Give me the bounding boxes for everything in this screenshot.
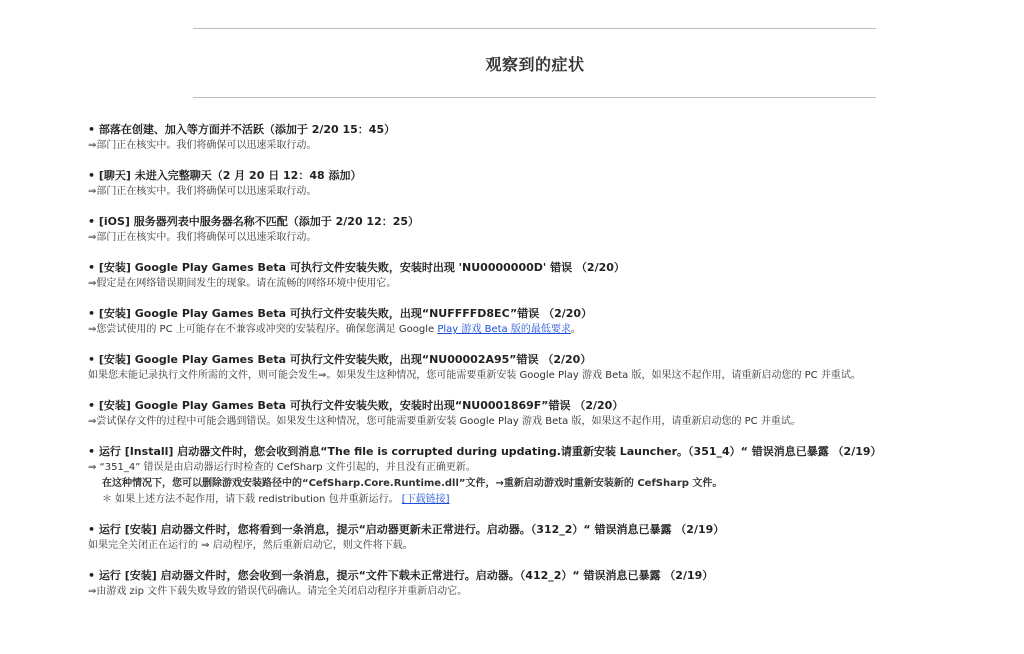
symptom-title: • 部落在创建、加入等方面并不活跃（添加于 2/20 15：45） — [88, 123, 396, 136]
page-title: 观察到的症状 — [485, 55, 585, 74]
symptom-status: ⇒假定是在网络错误期间发生的现象。请在流畅的网络环境中使用它。 — [88, 278, 397, 289]
symptom-status: ⇒部门正在核实中。我们将确保可以迅速采取行动。 — [88, 140, 317, 151]
symptom-status: ⇒尝试保存文件的过程中可能会遇到错误。如果发生这种情况，您可能需要重新安装 Google Play 游戏 Beta 版，如果这不起作用，请重新启动您的 PC 并重试。 — [88, 416, 801, 427]
symptom-title: • [安装] Google Play Games Beta 可执行文件安装失败，出现“NU00002A95”错误 （2/20） — [88, 353, 592, 366]
symptom-title: • 运行 [安装] 启动器文件时，您将看到一条消息，提示“启动器更新未正常进行。启动器。（312_2）“ 错误消息已暴露 （2/19） — [88, 523, 725, 536]
symptom-item — [88, 352, 988, 384]
status-text-prefix: ⇒您尝试使用的 PC 上可能存在不兼容或冲突的安装程序。确保您满足 Google — [88, 324, 438, 335]
symptom-list — [88, 122, 988, 614]
symptom-title: • 运行 [Install] 启动器文件时，您会收到消息“The file is corrupted during updating.请重新安装 Launcher。（351_4）“ 错误消息已暴露 （2/19） — [88, 445, 882, 458]
symptom-status: ⇒由游戏 zip 文件下载失败导致的错误代码确认。请完全关闭启动程序并重新启动它。 — [88, 586, 468, 597]
note-text: ＊ 如果上述方法不起作用，请下载 redistribution 包并重新运行。 — [102, 494, 399, 505]
symptom-status: ⇒ “351_4” 错误是由启动器运行时检查的 CefSharp 文件引起的，并且没有正确更新。 — [88, 462, 476, 473]
symptom-note — [88, 492, 988, 508]
divider-bottom — [193, 97, 876, 98]
symptom-title: • 运行 [安装] 启动器文件时，您会收到一条消息，提示“文件下载未正常进行。启动器。（412_2）“ 错误消息已暴露 （2/19） — [88, 569, 714, 582]
symptom-status: ⇒部门正在核实中。我们将确保可以迅速采取行动。 — [88, 186, 317, 197]
symptom-item — [88, 214, 988, 246]
symptom-status: 如果完全关闭正在运行的 ⇒ 启动程序，然后重新启动它，则文件将下载。 — [88, 540, 413, 551]
symptom-title: • [安装] Google Play Games Beta 可执行文件安装失败，出现“NUFFFFD8EC”错误 （2/20） — [88, 307, 593, 320]
symptom-item — [88, 568, 988, 600]
symptom-detail: 在这种情况下，您可以删除游戏安装路径中的“CefSharp.Core.Runtime.dll”文件，→重新启动游戏时重新安装新的 CefSharp 文件。 — [102, 478, 723, 489]
min-requirements-link[interactable]: Play 游戏 Beta 版的最低要求 — [437, 324, 571, 335]
symptom-status: 如果您未能记录执行文件所需的文件，则可能会发生⇒。如果发生这种情况，您可能需要重新安装 Google Play 游戏 Beta 版，如果这不起作用，请重新启动您的 PC 并重试。 — [88, 370, 861, 381]
symptom-status: ⇒部门正在核实中。我们将确保可以迅速采取行动。 — [88, 232, 317, 243]
symptom-title: • [安装] Google Play Games Beta 可执行文件安装失败，安装时出现“NU0001869F”错误 （2/20） — [88, 399, 624, 412]
download-link[interactable]: [下载链接] — [401, 494, 450, 505]
symptom-item — [88, 444, 988, 508]
symptom-status — [88, 322, 988, 338]
symptom-title: • [聊天] 未进入完整聊天（2 月 20 日 12：48 添加） — [88, 169, 362, 182]
symptom-item — [88, 522, 988, 554]
symptom-title: • [iOS] 服务器列表中服务器名称不匹配（添加于 2/20 12：25） — [88, 215, 420, 228]
status-text-suffix: 。 — [570, 324, 581, 335]
symptom-item — [88, 168, 988, 200]
symptom-item — [88, 260, 988, 292]
symptom-title: • [安装] Google Play Games Beta 可执行文件安装失败，安装时出现 'NU0000000D' 错误 （2/20） — [88, 261, 625, 274]
symptom-item — [88, 398, 988, 430]
symptom-item — [88, 122, 988, 154]
symptom-item — [88, 306, 988, 338]
divider-top — [193, 28, 876, 29]
